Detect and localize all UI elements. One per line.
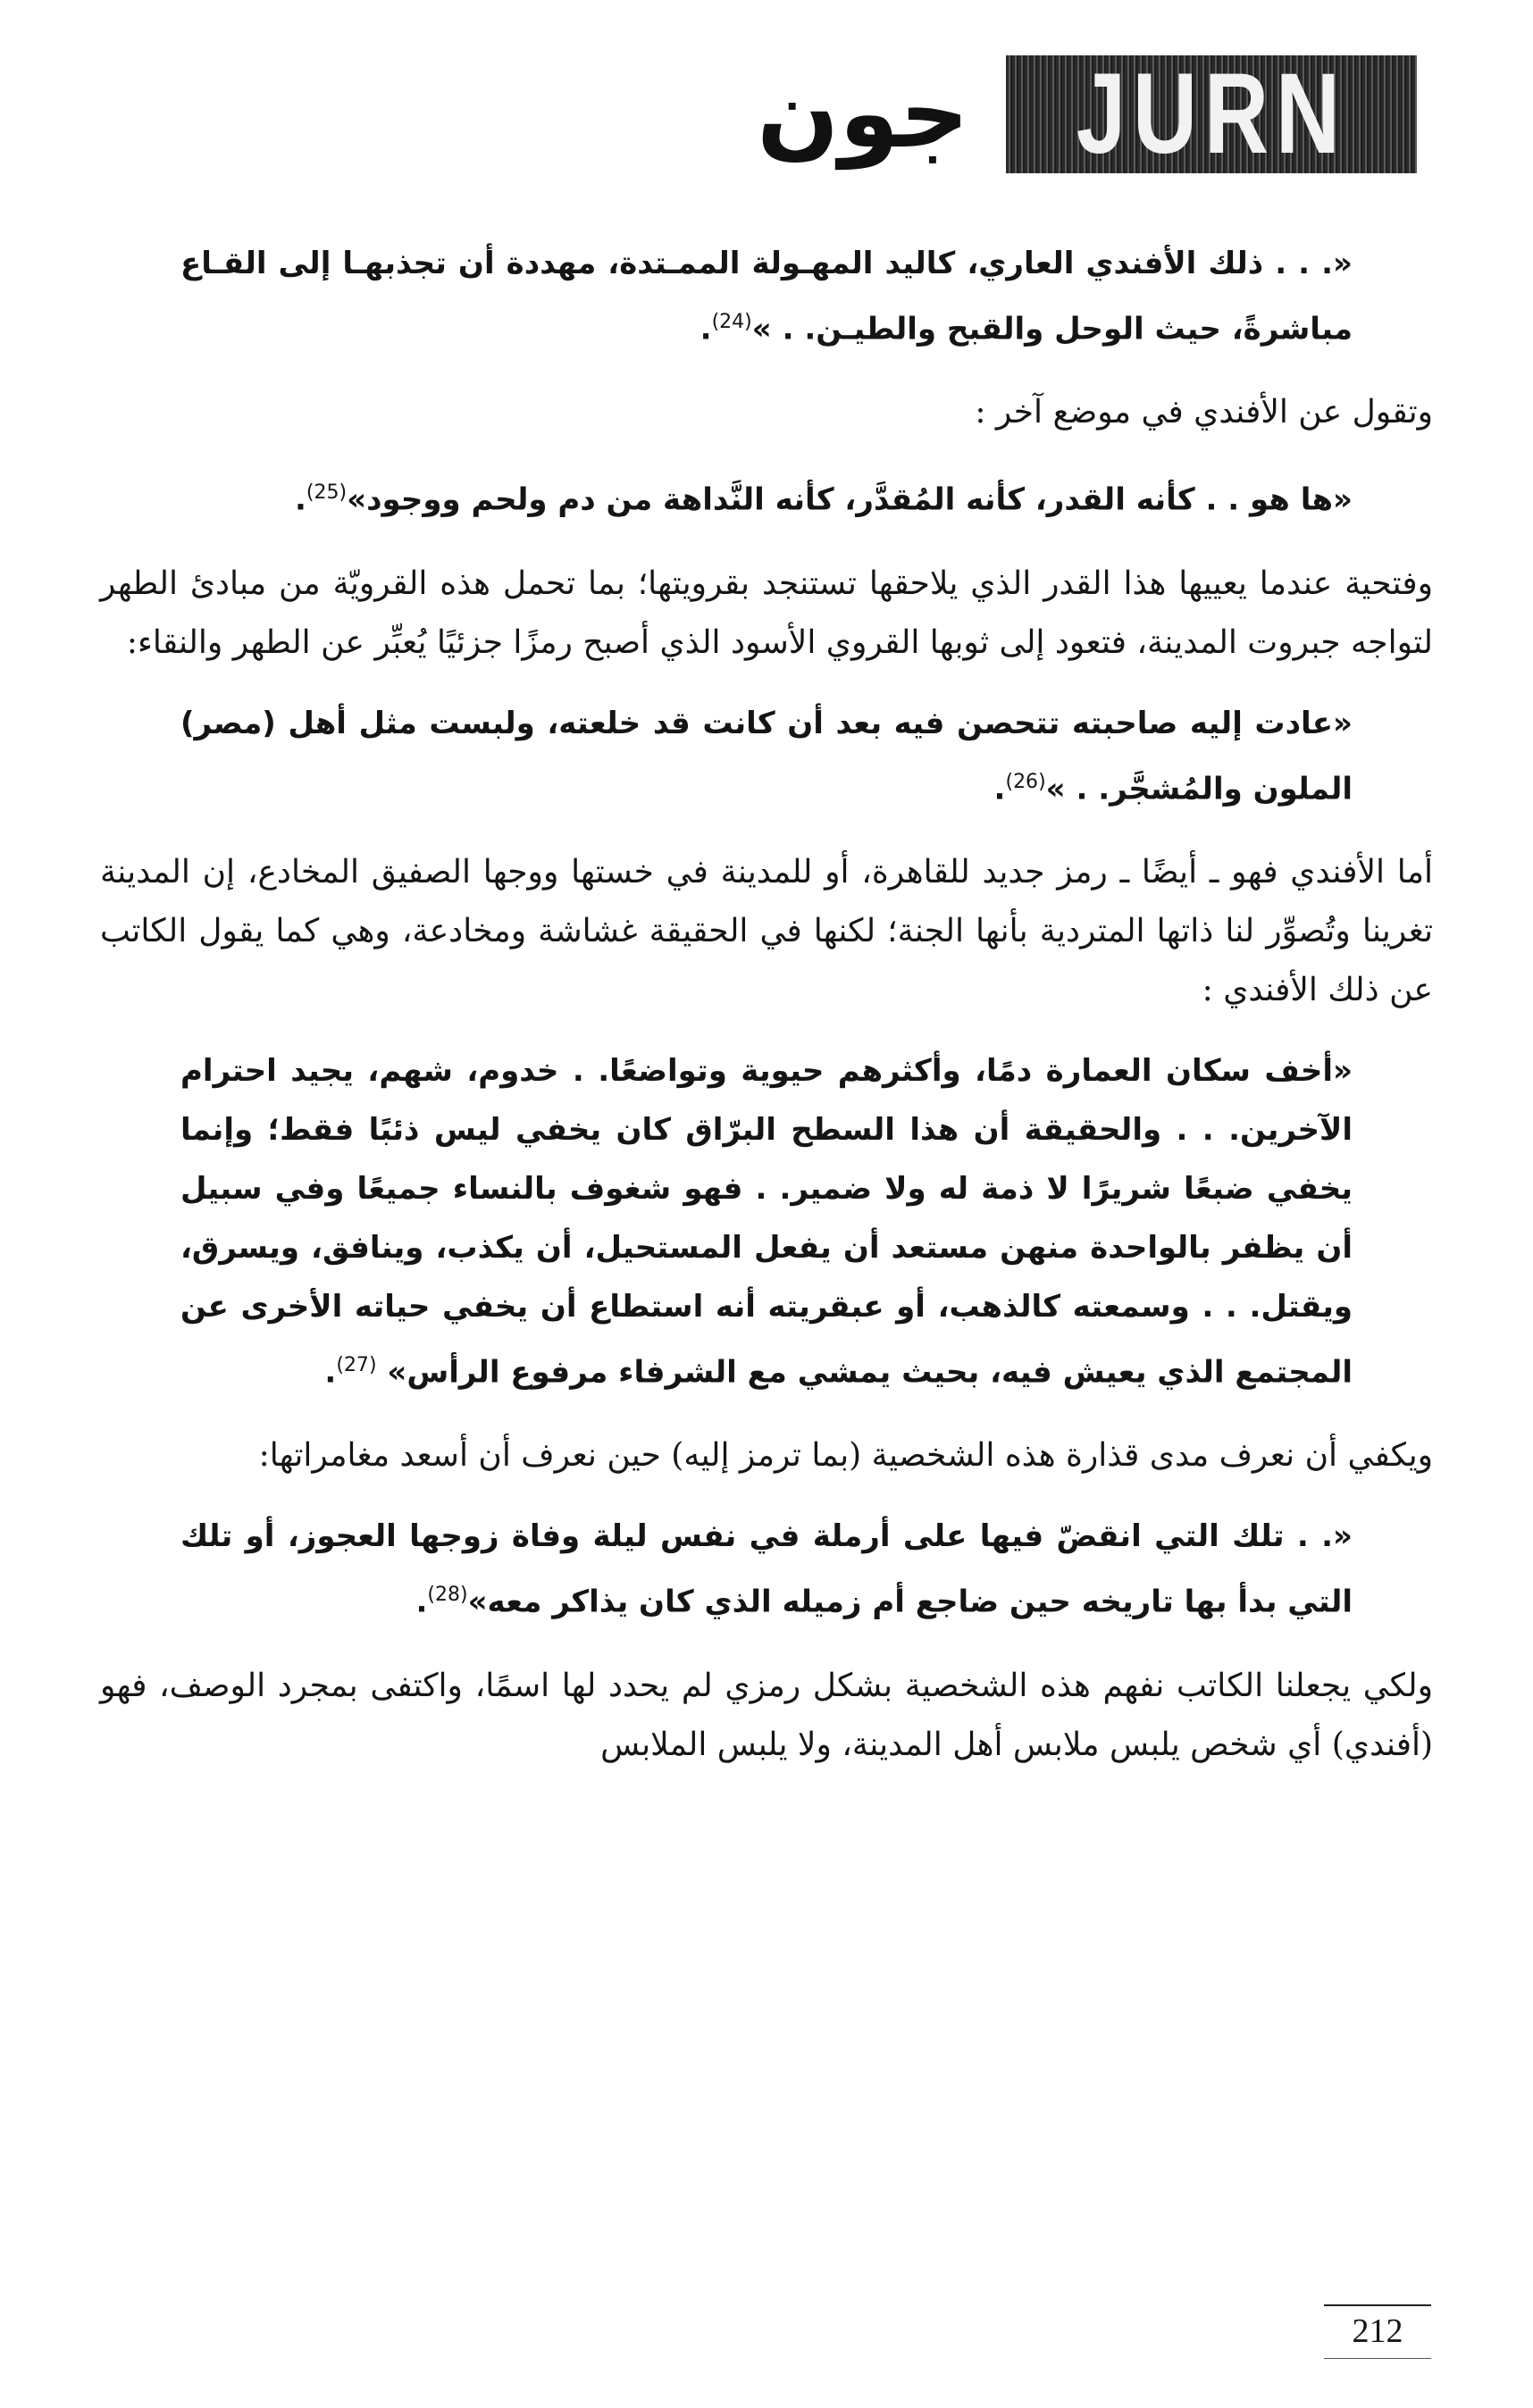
quote-block: «أخف سكان العمارة دمًا، وأكثرهم حيوية وتواضعًا. . خدوم، شهم، يجيد احترام الآخرين. . . والحقيقة أن هذا السطح البرّاق كان يخفي ليس ذئبًا فقط؛ وإنما يخفي ضبعًا شريرًا لا ذمة له ولا ضمير. . فهو شغوف بالنساء جميعًا وفي سبيل أن يظفر بالواحدة منهن مستعد أن يفعل المستحيل، أن يكذب، وينافق، ويسرق، ويقتل. . . وسمعته كالذهب، أو عبقريته أنه استطاع أن يخفي حياته الأخرى عن المجتمع الذي يعيش فيه، بحيث يمشي مع الشرفاء مرفوع الرأس» $^{(27)}$.: [180, 1052, 1353, 1391]
page-number-rule: [1324, 2358, 1431, 2359]
quote-block: «ها هو . . كأنه القدر، كأنه المُقدَّر، كأنه النَّداهة من دم ولحم ووجود»$^{(25)}$.: [295, 481, 1353, 518]
footnote-ref: (26): [1005, 770, 1046, 793]
quote-text: «ها هو . . كأنه القدر، كأنه المُقدَّر، كأنه النَّداهة من دم ولحم ووجود»: [347, 481, 1353, 518]
paragraph-text: ولكي يجعلنا الكاتب نفهم هذه الشخصية بشكل رمزي لم يحدد لها اسمًا، واكتفى بمجرد الوصف، فهو (أفندي) أي شخص يلبس ملابس أهل المدينة، ولا يلبس الملابس: [100, 1667, 1433, 1763]
paragraph: [100, 1657, 1433, 1775]
article-body: [100, 234, 1433, 1796]
footnote-ref: (27): [336, 1353, 377, 1376]
page-number: 212: [1324, 2304, 1431, 2351]
paragraph-text: ويكفي أن نعرف مدى قذارة هذه الشخصية (بما ترمز إليه) حين نعرف أن أسعد مغامراتها:: [258, 1437, 1433, 1475]
quote-text: «عادت إليه صاحبته تتحصن فيه بعد أن كانت قد خلعته، ولبست مثل أهل (مصر) الملون والمُشجَّر. . »: [180, 705, 1353, 807]
paragraph: [100, 383, 1433, 442]
logo-latin-text: JURN: [1076, 50, 1347, 178]
quote-text: «. . تلك التي انقضّ فيها على أرملة في نفس ليلة وفاة زوجها العجوز، أو تلك التي بدأ بها تاريخه حين ضاجع أم زميله الذي كان يذاكر معه»: [180, 1518, 1353, 1620]
quote-block: «. . . ذلك الأفندي العاري، كاليد المهـولة الممـتدة، مهددة أن تجذبهـا إلى القـاع مباشرةً، حيث الوحل والقبح والطيـن. . »$^{(24)}$.: [180, 246, 1353, 347]
paragraph-text: أما الأفندي فهو ـ أيضًا ـ رمز جديد للقاهرة، أو للمدينة في خستها ووجها الصفيق المخادع، إن المدينة تغرينا وتُصوِّر لنا ذاتها المتردية بأنها الجنة؛ لكنها في الحقيقة غشاشة ومخادعة، وهي كما يقول الكاتب عن ذلك الأفندي :: [100, 853, 1433, 1008]
paragraph-text: وتقول عن الأفندي في موضع آخر :: [975, 394, 1433, 431]
logo-arabic: جون: [757, 58, 969, 170]
logo-latin-banner: [1006, 50, 1417, 178]
paragraph-text: وفتحية عندما يعييها هذا القدر الذي يلاحقها تستنجد بقرويتها؛ بما تحمل هذه القرويّة من مبادئ الطهر لتواجه جبروت المدينة، فتعود إلى ثوبها القروي الأسود الذي أصبح رمزًا جزئيًا يُعبِّر عن الطهر والنقاء:: [100, 564, 1433, 661]
paragraph: [100, 1426, 1433, 1485]
footnote-ref: (25): [306, 481, 348, 505]
quote-block: «. . تلك التي انقضّ فيها على أرملة في نفس ليلة وفاة زوجها العجوز، أو تلك التي بدأ بها تاريخه حين ضاجع أم زميله الذي كان يذاكر معه»$^{(28)}$.: [180, 1518, 1353, 1620]
footnote-ref: (24): [711, 311, 752, 333]
masthead: [720, 50, 1417, 178]
quote-text: «. . . ذلك الأفندي العاري، كاليد المهـولة الممـتدة، مهددة أن تجذبهـا إلى القـاع مباشرةً، حيث الوحل والقبح والطيـن. . »: [180, 246, 1353, 347]
paragraph: [100, 843, 1433, 1020]
quote-text: «أخف سكان العمارة دمًا، وأكثرهم حيوية وتواضعًا. . خدوم، شهم، يجيد احترام الآخرين. . . والحقيقة أن هذا السطح البرّاق كان يخفي ليس ذئبًا فقط؛ وإنما يخفي ضبعًا شريرًا لا ذمة له ولا ضمير. . فهو شغوف بالنساء جميعًا وفي سبيل أن يظفر بالواحدة منهن مستعد أن يفعل المستحيل، أن يكذب، وينافق، ويسرق، ويقتل. . . وسمعته كالذهب، أو عبقريته أنه استطاع أن يخفي حياته الأخرى عن المجتمع الذي يعيش فيه، بحيث يمشي مع الشرفاء مرفوع الرأس»: [180, 1052, 1353, 1391]
paragraph: [100, 555, 1433, 673]
quote-block: «عادت إليه صاحبته تتحصن فيه بعد أن كانت قد خلعته، ولبست مثل أهل (مصر) الملون والمُشجَّر. . »$^{(26)}$.: [180, 705, 1353, 807]
footnote-ref: (28): [427, 1584, 468, 1607]
